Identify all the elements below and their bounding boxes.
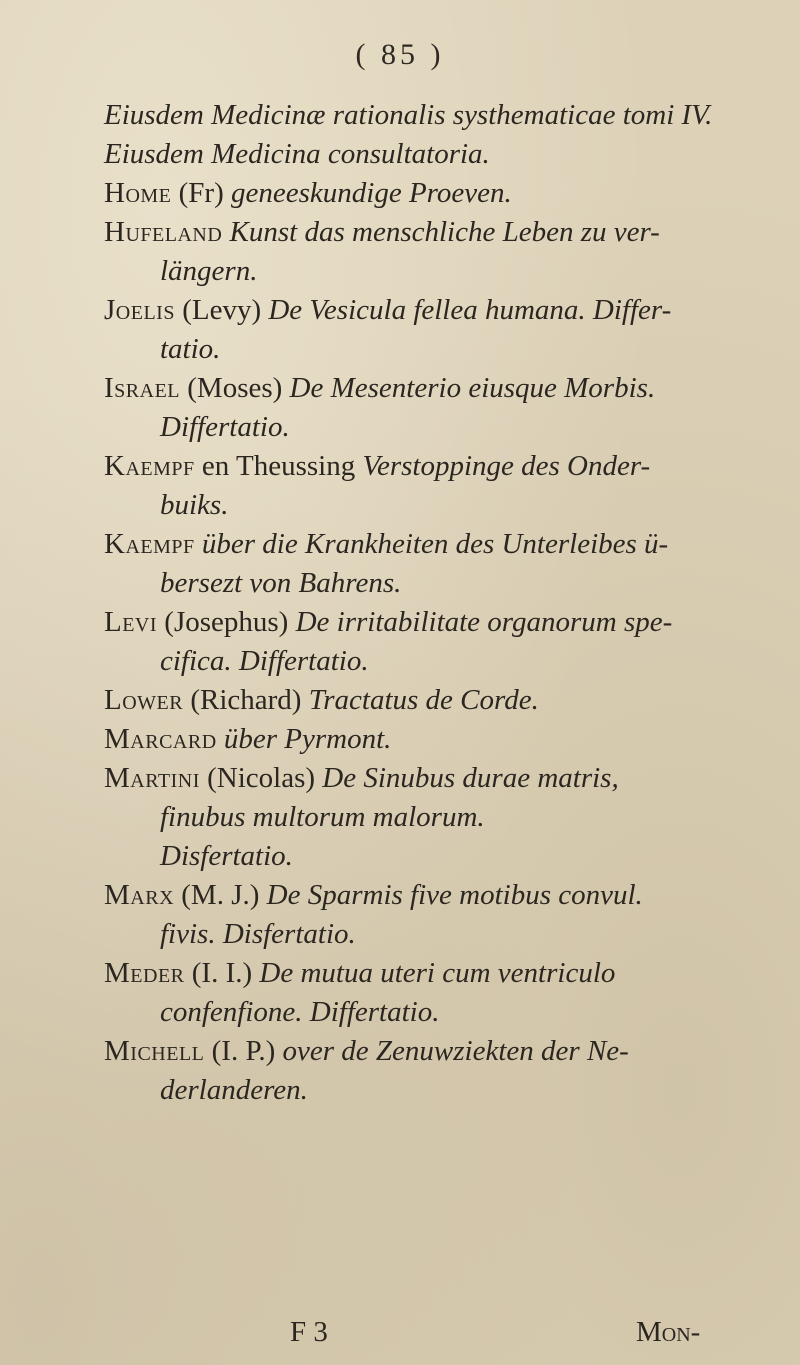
- entry-line: [104, 174, 784, 213]
- entry-title: Verstoppinge des Onder-: [362, 450, 651, 482]
- entry-line: [104, 486, 784, 525]
- bibliography-entry: [104, 1032, 784, 1110]
- entry-author: Michell: [104, 1035, 205, 1067]
- signature-mark: F 3: [290, 1316, 328, 1348]
- entry-line: [104, 213, 784, 252]
- entry-author: Home: [104, 177, 172, 209]
- entry-title: Eiusdem Medicina consultatoria.: [104, 138, 490, 170]
- entry-author: Marcard: [104, 723, 217, 755]
- entry-given-name: (I. P.): [211, 1035, 276, 1067]
- entry-line: [104, 525, 784, 564]
- entry-title: De Vesicula fellea humana. Differ-: [268, 294, 672, 326]
- entry-title: De mutua uteri cum ventriculo: [259, 957, 616, 989]
- entry-author: Martini: [104, 762, 200, 794]
- entry-title: geneeskundige Proeven.: [231, 177, 512, 209]
- entry-title-continued: tatio.: [160, 333, 221, 365]
- entry-author: Meder: [104, 957, 185, 989]
- entry-title: Tractatus de Corde.: [308, 684, 539, 716]
- entry-author: Joelis: [104, 294, 175, 326]
- entry-line: [104, 603, 784, 642]
- entry-title: Kunst das menschliche Leben zu ver-: [229, 216, 660, 248]
- entry-line: [104, 135, 784, 174]
- entry-line: [104, 954, 784, 993]
- entry-title-continued: fivis. Disfertatio.: [160, 918, 356, 950]
- entry-given-name: (Richard): [190, 684, 302, 716]
- entry-line: [104, 1032, 784, 1071]
- entry-line: [104, 408, 784, 447]
- entry-given-name: (Levy): [182, 294, 262, 326]
- entry-line: [104, 798, 784, 837]
- entry-line: [104, 1071, 784, 1110]
- bibliography-entry: [104, 213, 784, 291]
- entry-title: De Sinubus durae matris,: [322, 762, 619, 794]
- bibliography-entry: [104, 447, 784, 525]
- bibliography-entry: [104, 174, 784, 213]
- entry-title: De irritabilitate organorum spe-: [295, 606, 673, 638]
- bibliography-entry: [104, 96, 784, 135]
- entry-line: [104, 96, 784, 135]
- entry-title-continued: confenfione. Differtatio.: [160, 996, 440, 1028]
- entry-title-continued: Differtatio.: [160, 411, 290, 443]
- entry-author: Kaempf: [104, 528, 195, 560]
- entry-title-continued: längern.: [160, 255, 258, 287]
- entry-line: [104, 330, 784, 369]
- entry-title: Eiusdem Medicinæ rationalis systhematicae tomi IV.: [104, 99, 713, 131]
- entry-given-name: (M. J.): [181, 879, 260, 911]
- bibliography-list: [104, 96, 784, 1110]
- bibliography-entry: [104, 291, 784, 369]
- bibliography-entry: [104, 135, 784, 174]
- entry-line: [104, 291, 784, 330]
- entry-line: [104, 369, 784, 408]
- entry-line: [104, 642, 784, 681]
- page-number: ( 85 ): [355, 38, 445, 71]
- entry-author: Hufeland: [104, 216, 223, 248]
- bibliography-entry: [104, 681, 784, 720]
- entry-line: [104, 837, 784, 876]
- entry-given-name: (Fr): [178, 177, 224, 209]
- bibliography-entry: [104, 720, 784, 759]
- entry-line: [104, 876, 784, 915]
- entry-author: Levi: [104, 606, 158, 638]
- entry-line: [104, 681, 784, 720]
- entry-title: over de Zenuwziekten der Ne-: [282, 1035, 629, 1067]
- entry-line: [104, 759, 784, 798]
- entry-title: über Pyrmont.: [223, 723, 392, 755]
- entry-title: De Sparmis five motibus convul.: [266, 879, 643, 911]
- entry-author: Kaempf: [104, 450, 195, 482]
- entry-given-name: (Josephus): [164, 606, 289, 638]
- entry-given-name: en Theussing: [201, 450, 356, 482]
- entry-title-continued: bersezt von Bahrens.: [160, 567, 402, 599]
- entry-author: Israel: [104, 372, 180, 404]
- entry-author: Marx: [104, 879, 175, 911]
- bibliography-entry: [104, 876, 784, 954]
- entry-title-continued: Disfertatio.: [160, 840, 293, 872]
- bibliography-entry: [104, 525, 784, 603]
- entry-title: De Mesenterio eiusque Morbis.: [289, 372, 656, 404]
- bibliography-entry: [104, 954, 784, 1032]
- entry-line: [104, 252, 784, 291]
- entry-line: [104, 915, 784, 954]
- entry-title-continued: derlanderen.: [160, 1074, 308, 1106]
- entry-given-name: (Moses): [187, 372, 283, 404]
- entry-line: [104, 720, 784, 759]
- bibliography-entry: [104, 369, 784, 447]
- entry-line: [104, 564, 784, 603]
- entry-title-continued: cifica. Differtatio.: [160, 645, 369, 677]
- entry-given-name: (I. I.): [191, 957, 253, 989]
- entry-line: [104, 447, 784, 486]
- entry-title: über die Krankheiten des Unterleibes ü-: [201, 528, 669, 560]
- entry-author: Lower: [104, 684, 184, 716]
- bibliography-entry: [104, 603, 784, 681]
- entry-title-continued: finubus multorum malorum.: [160, 801, 485, 833]
- entry-line: [104, 993, 784, 1032]
- entry-given-name: (Nicolas): [207, 762, 316, 794]
- bibliography-entry: [104, 759, 784, 876]
- entry-title-continued: buiks.: [160, 489, 229, 521]
- catchword: Mon-: [636, 1316, 701, 1348]
